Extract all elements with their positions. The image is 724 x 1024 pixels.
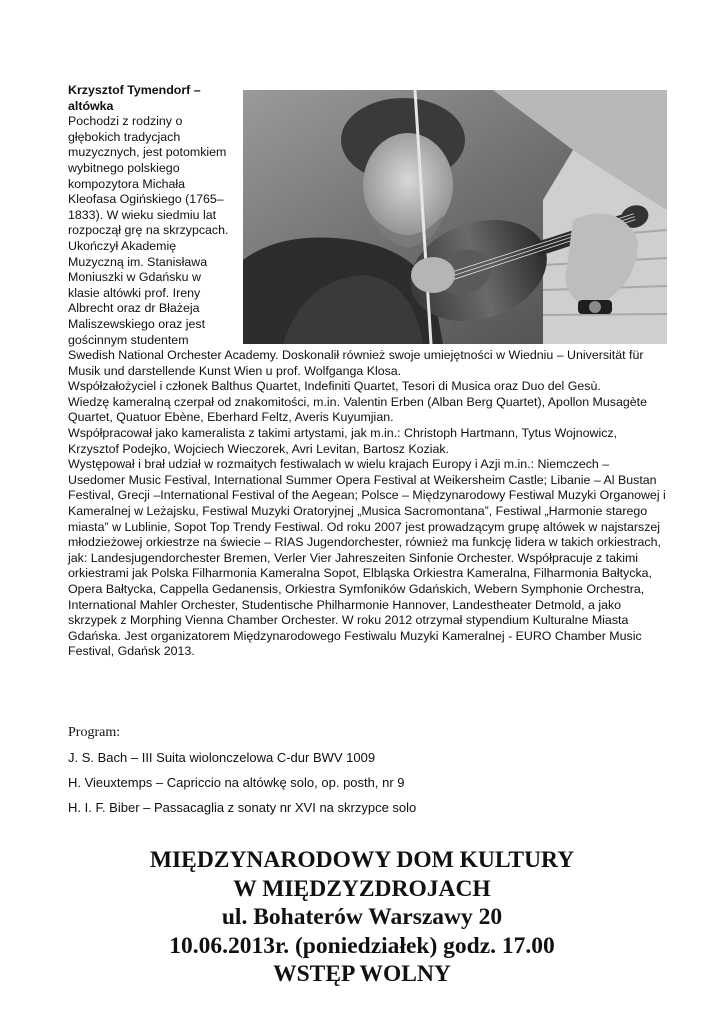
venue-city: W MIĘDZYZDROJACH [233,875,491,902]
bio-paragraph: Współpracował jako kameralista z takimi artystami, jak m.in.: Christoph Hartmann, Tytus Wojnowicz, Krzysztof Podejko, Wojciech Wieczorek, Avri Levitan, Bartosz Koziak. [68,426,618,456]
venue-name: MIĘDZYNARODOWY DOM KULTURY [149,847,575,873]
bio-paragraph: Wiedzę kameralną czerpał od znakomitości, m.in. Valentin Erben (Alban Berg Quartet), Apollon Musagète Quartet, Quatuor Ebène, Eberhard Feltz, Averis Kuyumjian. [68,394,647,425]
program-item: H. Vieuxtemps – Capriccio na altówkę solo, op. posth, nr 9 [68,775,405,790]
musician-photo [243,90,667,344]
program-section [68,725,668,825]
bio-section [68,83,668,660]
program-item: H. I. F. Biber – Passacaglia z sonaty nr XVI na skrzypce solo [68,800,417,815]
venue-address: ul. Bohaterów Warszawy 20 [221,904,503,930]
musician-instrument: altówka [68,98,114,113]
program-item: J. S. Bach – III Suita wiolonczelowa C-dur BWV 1009 [68,750,376,765]
bio-paragraph: Występował i brał udział w rozmaitych festiwalach w wielu krajach Europy i Azji m.in.: Niemczech – Usedomer Music Festival, International Summer Opera Festival at Weikersheim Castle; Libanie – Al Bustan Festival, Grecji –International Festival of the Aegean; Polsce – Międzynarodowy Festiwal Muzyki Organowej i Kameralnej w Leżajsku, Festiwal Muzyki Oratoryjnej „Musica Sacromontana”, Festiwal „Harmonie starego miasta” w Lublinie, Sopot Top Trendy Festiwal. Od roku 2007 jest prowadzącym grupę altówek w najstarszej młodzieżowej orkiestrze na świecie – RIAS Jugendorchester, również ma funkcję lidera w takich orkiestrach, jak: Landesjugendorchester Bremen, Verler Vier Jahreszeiten Sinfonie Orchester. Współpracuje z takimi orkiestrami jak Polska Filharmonia Kameralna Sopot, Elbląska Orkiestra Kameralna, Filharmonia Bałtycka, Opera Bałtycka, Cappella Gedanensis, Orkiestra Symfoników Gdańskich, Webern Symphonie Orchestra, International Mahler Orchester, Studentische Philharmonie Hannover, Landestheater Detmold, a jako skrzypek z Morphing Vienna Chamber Orchester. W roku 2012 otrzymał stypendium Kulturalne Miasta Gdańska. Jest organizatorem Międzynarodowego Festiwalu Muzyki Kameralnej - EURO Chamber Music Festival, Gdańsk 2013. [68,457,666,659]
venue-block [0,846,724,989]
admission-note: WSTĘP WOLNY [273,961,451,987]
bio-paragraph: Współzałożyciel i członek Balthus Quartet, Indefiniti Quartet, Tesori di Musica oraz Duo del Gesù. [68,379,601,394]
event-datetime: 10.06.2013r. (poniedziałek) godz. 17.00 [169,932,555,959]
violist-image [243,90,667,344]
bio-paragraph: Pochodzi z rodziny o głębokich tradycjach muzycznych, jest potomkiem wybitnego polskiego kompozytora Michała Kleofasa Ogińskiego (1765–1833). W wieku siedmiu lat rozpoczął grę na skrzypcach. Ukończył Akademię Muzyczną im. Stanisława Moniuszki w Gdańsku w klasie altówki prof. Ireny Albrecht oraz dr Błażeja Maliszewskiego oraz jest gościnnym studentem Swedish National Orchester Academy. Doskonalił również swoje umiejętności w Wiedniu – Universität für Musik und darstellende Kunst Wien u prof. Wolfganga Klosa. [68,114,644,378]
musician-name: Krzysztof Tymendorf – [68,83,201,97]
program-title: Program: [68,725,121,740]
